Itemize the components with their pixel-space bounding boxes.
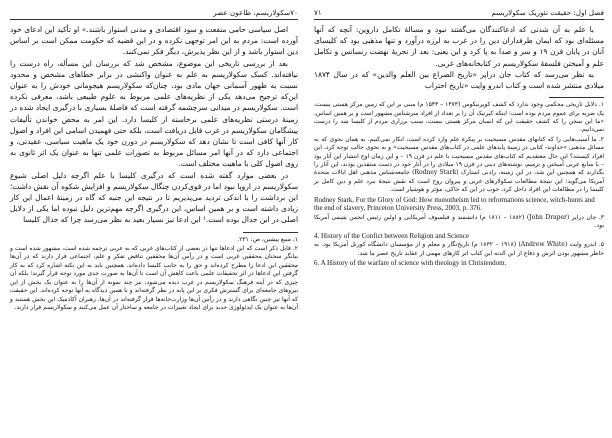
footnote-citation: Rodney Stark, For the Glory of God: How monotheism led to reformations science, witch-hunts and the end of slavery, Princeton University Press, 2003, p. 376. xyxy=(314,195,595,213)
left-paragraph: اصل سیاسی حامی منفعت و سود اقتصادی و مدنی استوار باشند.» او تأکید این ادعای خود آورده است: مردم به این امر توجهی نکرده و در این قضیه که حکومت ممکن است بر اساس دین استوار باشد و از این نظر پذیرش، دیگر فکر نمی‌کنند. xyxy=(10,25,298,57)
footnote-separator xyxy=(549,97,604,98)
right-page-body xyxy=(314,24,604,91)
right-page-number: ۷۱ xyxy=(314,8,322,17)
left-page-header xyxy=(10,8,298,20)
right-paragraph: با علم به آن شدتی که ادعاکنندگان می‌گفتند نبود و مسالهٔ تکامل داروین: آنچه که آنها مسئله‌ای بود که ایمان طرفداران دین را در غرب به لرزه درآورد و تنها مذهبی بود که کلیسای آنان در پایان قرن ۱۹ و سر و صدا به پا کرد و این یعنی: بعد از تجربهٔ نهضت رنسانس و تکامل علم و آمیختن فلسفهٔ سکولاریسم در کتابخانه‌های غربی. xyxy=(314,25,604,68)
footnote-title: 4. History of the Confict between Religion and Science xyxy=(314,231,469,240)
left-page xyxy=(10,8,298,430)
footnote: ۲. قابل ذکر است که این ادعاها تنها در بعضی از کتاب‌های غربی که به عربی ترجمه شده است، مشهور شده است و بیانگر سخنان محققین غربی است و در رأس آن‌ها محققین تناقض تفکر و علم، اجتماعی قرار دارند که در آن‌ها محققین این ادعا را مطرح کرده‌اند و حق را به جانب کلیسا داده‌اند. همچنین باید به این نکته اشاره کرد که به کار گرفتن این ادعاها در اثر تحقیقات علمی باعث کاهش آن است تا آن‌ها به صورت جدی مورد توجه قرار گیرند؛ بلکه آن چیزی که در آینه فرهنگ سکولاریسم در غرب دیده می‌شود، نیز چند نمونه از آن‌ها را به عنوان یک بخش از این نیروهای جامعه‌ای برای گسترش فکری بر این پایه در نظر گرفته‌اند و با همین دیدگاه به آنها توجه کرده‌اند. این حقیقت که آنها نیز چنین نگاهی دارند و در رأس آن‌ها وزارت‌خانه‌ها قرار گرفته‌اند در آن‌ها، رهبران آکادمیک این بخش هستند و آن‌ها به عنوان یک ایدئولوژی جدید برای ایجاد تغییرات در جامعه و ساختار آن عمل می‌کنند و سکولاریسم قرار دارند. xyxy=(10,245,298,311)
footnote-title: 6. A History of the warfare of science with theology in Christendom. xyxy=(314,259,507,268)
footnote-separator xyxy=(243,232,298,233)
right-page xyxy=(314,8,604,430)
right-footnotes xyxy=(314,101,604,267)
right-page-header-title: فصل اول: حقیقت تئوریک سکولاریسم xyxy=(491,8,604,17)
left-footnotes xyxy=(10,236,298,313)
left-paragraph: در بعضی موارد گفته شده است که درگیری کلیسا با علم اگرچه دلیل اصلی شیوع سکولاریسم در اروپا نبود اما در قوی‌کردن چنگال سکولاریسم و افزایش شکوه آن نقش داشت؛ این برداشت را با اندکی تردید می‌پذیریم تا در نتیجه این جنبه که گاه در زمینهٔ اعمال این کار زیادی داشته است و بر همین اساس، این درگیری اگرچه مهم‌ترین دلیل نبوده اما یکی از دلایل اصلی در این جدال بوده است.¹ این ادعا نیز بسیار بعید به نظر می‌رسد چرا که جدال کلیسا xyxy=(10,170,298,225)
left-page-body xyxy=(10,24,298,226)
right-paragraph: به نظر می‌رسد که کتاب جان دراپر «تاریخ الصراع بین العلم والدین» که در سال ۱۸۷۴ میلادی منتشر شده است و کتاب اندرو وایت «تاریخ احتراب xyxy=(314,69,604,91)
left-page-number: ۷۰ xyxy=(290,8,298,17)
right-page-header xyxy=(314,8,604,20)
footnote: ۱. دلایل تاریخی محکمی وجود ندارد که کشف کوپرنیکوس (۱۴۷۳ – ۱۵۴۳ م) مبنی بر این که زمین مرکز هستی نیست، یک ضربه برای عموم مردم بوده است؛ اینکه کپرنیک آن را بر تعداد از افراد سرشناس مشهور است و بر همین اساس، «ما این سخن را که کشف حقیقت این که انسان مرکز هستی نیست، سبب برزاری مردم از کلیسا شد را درست نمی‌دانیم. xyxy=(314,101,604,134)
footnote: ۵. اندرو وایت (Andrew White) (۱۸۳۲ – ۱۹۱۸ م) تاریخ‌نگار و معلم و از مؤسسان دانشگاه کورنل آمریکا بود. به خاطر مشهور بودن اثرش و دفاع از ابن الدنه این کتاب اثر کارهای مهمی از عقاید تاریخ عصر ما شد. xyxy=(314,241,604,257)
footnote: ۳. جان دراپر (John Draper) (۱۸۱۱ – ۱۸۸۲ م) دانشمند و فیلسوف آمریکایی و اولین رئیس انجمن شیمی آمریکا بود. xyxy=(314,213,604,230)
left-paragraph: بعد از بررسی تاریخی این موضوع، مشخص شد که بررسان این مسأله، راه درست را نیافته‌اند. کسک سکولاریسم به علم به عنوان واکنشی در برابر خطاهای مشخص و محدود نسبت به ظهور آسمانی جهان مادی بود، چنان‌که سکولاریسم هیجومانی خودش را به عنوان این‌که ترجیح می‌دهد یکی از نظریه‌های علمی مربوط به علوم طبیعی باشد، معرفی نکرده است. سکولاریسم در میدانی سرچشمه گرفته است که فاصلهٔ بسیاری با درگیری ایجاد شده در زمینهٔ درستی نظریه‌های علمی برخاسته از کلیسا دارد. این امر به محض خواندن تألیفات پیشگامان سکولاریسم در غرب قابل دریافت است، بلکه حتی فهمیدن اسامی این افراد و اصول کار آنها کافی است تا نشان دهد که سکولاریسم در دورن خود یک ماهیت سیاسی، عقیدتی، و اجتماعی دارد که در آنها امر مسائل مربوط به تصورات علمی تنها به عنوان یک اثر ثانوی به روی اصول کلی با ماهیت مختلف است. xyxy=(10,58,298,169)
left-page-header-title: سکولاریسم، طاعون عصر xyxy=(213,8,291,17)
footnote: ۲. ما آسیب‌هایی را که کتابهای مقدس مسیحیت بر پیکرهٔ علم وارد کرده است، انکار نمی‌کنیم. به همان نحوی که به مسائل مذهبی «خداوند- کتابی در زمینهٔ پایدهای علمی در کتاب‌های مقدس مسیحیت» و به نحوی جالب توجه کرد، این افراد کیستند؟ این حال معتقدیم که کتاب‌های مقدس مسیحیت با علم در قرن ۱۹ – و این زمان اوج انتشار این آثار بود – با منابع عربی آمیختن و ترمیم، نوشته‌های دینی در قرن ۱۹ میلادی را در آثار خود در دست منتقدین بودند، این آثار را بگذارند که همچنین این شد، در این زمینه، رادنی استارک (Rodney Stark) جامعه‌شناس مذهبی اهل ایالات متحدهٔ آمریکا می‌گوید: این نتیجهٔ مطالعات سکولارهای غربی و پیروان روح است که نقش نتیجهٔ نبرد علم و دین کامل بر کلیسا را در مطالعات این افراد داخل کرد، خوب در این که خاکی، مؤثر و هوشیار است. xyxy=(314,135,605,194)
footnote: ۱. منبع پیشین، ص: ۲۳۱. xyxy=(237,235,298,243)
